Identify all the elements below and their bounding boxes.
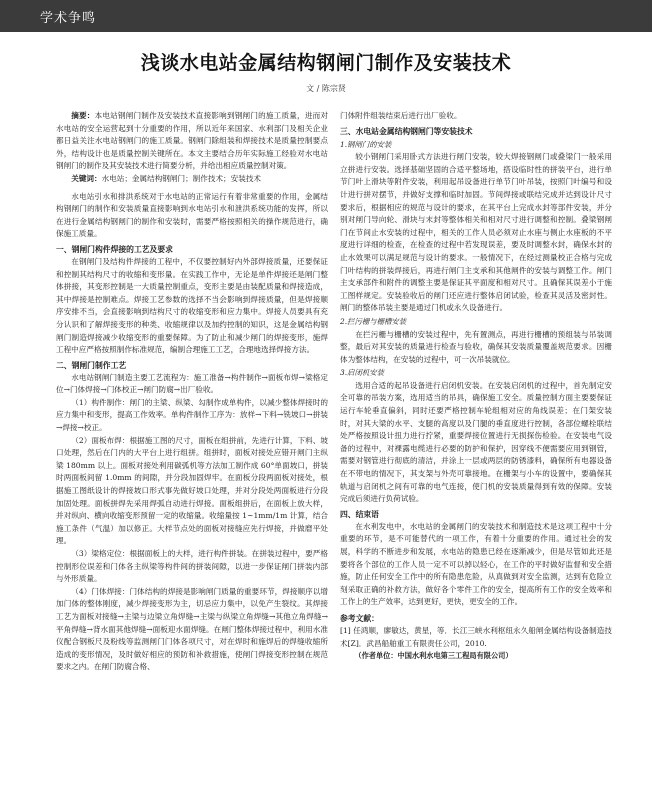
- section-3-2-heading: 2.拦污栅与栅槽安装: [340, 316, 407, 326]
- section-3-heading: 三、水电站金属结构钢闸门等安装技术: [340, 126, 473, 136]
- reference-item: [1] 任鸿顺，廖敏达，黄星，等．长江三峡水利枢纽永久船闸金属结构设备制造技术[Z]．武昌船舶重工有限责任公司，2010.: [340, 625, 612, 648]
- section-2-paragraph-2: （1）构件制作：闸门的主梁、纵梁、勾制作成单构件，以减少整体焊接时的应力集中和变形，提高工作效率。单构件制作工序为：放样→下料→铣坡口→拼装→焊接→校正。: [56, 397, 328, 433]
- section-2-paragraph-3: （2）面板布焊：根据施工图的尺寸，面板在组拼前，先进行计算，下料、坡口处理，然后在门内的大平台上进行组拼。组拼时，面板对接处应错开闸门主纵梁 180mm 以上。面板对接处利用碳弧机等方法加工制作成 60°单面坡口，拼装时两面板间留 1.0mm 的间隙，并分段加固焊牢。在面板分段两面板对接处，根据施工图纸设计的焊接坡口形式事先做好坡口处理，并对分段处两面板进行分段加固处理。面板拼焊先采用焊弧自动进行焊接。面板组拼后，在面板上放大样，并对纵向、横向收缩变形预留一定的收缩量。收缩量按 1~1mm/1m 计算，结合施工条件（气温）加以修正。大样节点处的面板对接缝应先行焊接，并做磨平处理。: [56, 435, 328, 546]
- article-author: 文 / 陈宗贤: [306, 84, 346, 93]
- section-3-1-heading: 1.钢闸门的安装: [340, 139, 392, 149]
- top-banner: [0, 0, 652, 32]
- abstract-label: 摘要：: [71, 111, 95, 120]
- section-4-heading: 四、结束语: [340, 509, 379, 519]
- abstract-text: 本电站钢闸门制作及安装技术直接影响到钢闸门的施工质量，进而对水电站的安全运营起到十分重要的作用，所以近年来国家、水利部门及相关企业都日益关注水电站钢闸门的施工质量。钢闸门除组装和焊接技术是质量控制要点外，结构设计也是质量控制关键所在。本文主要结合历年实际施工经验对水电站钢闸门的制作及其安装技术进行简要分析，并给出相应质量控制对策。: [56, 111, 329, 171]
- right-column: [340, 110, 612, 663]
- keywords-text: 水电站；金属结构钢闸门；制作技术；安装技术: [101, 173, 262, 183]
- section-4-paragraph: 在水利发电中，水电站的金属闸门的安装技术和制造技术是这项工程中十分重要的环节，是不可能替代的一项工作，有着十分重要的作用。通过社会的发展，科学的不断进步和发展，水电站的隐患已经在逐渐减少，但是尽管如此还是要将各个部位的工作人员一定不可以掉以轻心，在工作的平时做好监督和安全措施，防止任何安全工作中的所有隐患危险，从真做到对安全监测，达到有危险立刻采取正确的补救方法，做好各个零件工作的安全，提高所有工作的安全效率和工作上的生产效率，达到更好，更快，更安全的工作。: [340, 521, 612, 607]
- author-unit: （作者单位：中国水利水电第三工程局有限公司）: [354, 651, 513, 661]
- continued-text: 门体附件组装结束后进行出厂验收。: [340, 111, 462, 120]
- column-label: 学术争鸣: [40, 11, 97, 26]
- section-1-paragraph: 在钢闸门及结构件焊接的工程中，不仅要控制好内外部焊接质量，还要保证和控制其结构尺寸的收缩和变形量。在实践工作中，无论是单件焊接还是闸门整体拼接，其变形控制是一大质量控制重点，变形主要是由装配质量和焊接造成，其中焊接是控制难点。焊接工艺参数的选择不当会影响到焊接质量，但是焊接顺序安排不当，会直接影响到结构尺寸的收缩变形和应力集中。焊接人员要具有充分认识和了解焊接变形的种类、收缩规律以及加约控制的知识，这是金属结构钢闸门制造焊接减少收缩变形的重要保障。为了防止和减少闸门的焊接变形，施焊工程中应严格按照制作标准规范，编制合理施工工艺，合理地选择焊接方法。: [56, 256, 328, 355]
- keywords: [56, 173, 328, 186]
- section-2-paragraph-1: 水电站钢闸门制造主要工艺流程为：施工准备→构件制作→面板布焊→梁格定位→门体焊接→门体校正→闸门防腐→出厂验收。: [56, 372, 328, 395]
- section-2-heading: 二、钢闸门制作工艺: [56, 360, 127, 370]
- keywords-label: 关键词：: [71, 173, 102, 183]
- section-3-3-paragraph: 选用合适的起吊设备进行启闭机安装。在安装启闭机的过程中，首先制定安全可靠的吊装方案，选用适当的吊具，确保施工安全。质量控制方面主要要保证运行车轮垂直偏斜，同时还要严格控制车轮组相对应的角线误差；在门架安装时，对其大梁的水平、支腿的高度以及门腿的垂直度进行控制，各部位螺栓联结处严格按照设计扭力进行拧紧，重要焊接位置进行无损探伤检验。在安装电气设备的过程中，对裸露电缆进行必要的防护和保护，因穿线不便需要应用到钢管，需要对钢管进行彻底的清洁，并涂上一层或两层的防锈漆料，确保所有电器设备在不带电的情况下，其支架与外壳可靠接地。在栅架与小车的设置中，要确保其轨道与启闭机之间有可靠的电气连接，使门机的安装质量得到有效的保障。安装完成后须进行负荷试验。: [340, 380, 612, 504]
- section-3-3-heading: 3.启闭机安装: [340, 368, 385, 378]
- section-1-heading: 一、钢闸门构件焊接的工艺及要求: [56, 244, 173, 254]
- references-heading: 参考文献：: [340, 613, 379, 623]
- section-3-2-paragraph: 在拦污栅与栅槽的安装过程中，先有置测点，再进行栅槽的预组装与吊装调整，最后对其安装的质量进行检查与验收，确保其安装质量覆盖规范要求。因栅体为整体结构，在安装的过程中，可一次吊装就位。: [340, 329, 612, 364]
- left-column: [56, 110, 328, 674]
- section-2-paragraph-5: （4）门体焊接：门体结构的焊接是影响闸门质量的重要环节，焊接顺序以增加门体的整体刚度，减少焊接变形为主，切忌应力集中，以免产生裂纹。其焊接工艺为面板对接缝→主梁与边梁立角焊缝→主梁与纵梁立角焊缝→其他立角焊缝→平角焊缝→背水面其他焊缝→面板迎水面焊缝。在闸门整体焊接过程中，利用水准仪配合钢板尺及粉线等监测闸门门体各项尺寸，对在焊时和施焊后的焊缝收缩所造成的变形情况，及时做好相应的预防和补救措施，使闸门焊接变形控制在规范要求之内。在闸门防腐合格、: [56, 586, 328, 672]
- article-title: 浅谈水电站金属结构钢闸门制作及安装技术: [140, 52, 512, 74]
- section-2-paragraph-4: （3）梁格定位：根据面板上的大样，进行构件拼装。在拼装过程中，要严格控制形位误差和门体各主纵梁等构件间的拼装间隙，以进一步保证闸门拼装内部与外形质量。: [56, 549, 328, 584]
- intro-paragraph: 水电站引水和排洪系统对于水电站的正常运行有着非常重要的作用，金属结构钢闸门的制作和安装质量直接影响到水电站引水和泄洪系统功能的发挥，所以在进行金属结构钢闸门的制作和安装时，需要严格按照相关的操作规范进行，确保施工质量。: [56, 191, 328, 239]
- section-3-1-paragraph: 较小钢闸门采用卧式方法进行闸门安装，较大焊接钢闸门或叠梁门一般采用立拼进行安装。选择基础坚固的合适平整场地，搭设临时性的拼装平台，进行单节门叶上滑块等附件安装，利用起吊设备进行单节门叶吊装，按照门叶编号和设计进行拼对摆节，并做好支撑和临时加固。节间焊接或联结完成并达到设计尺寸要求后，根据相应的规范与设计的要求，在其平台上完成水封等部件安装，并分别对闸门导向轮、滑块与末封等整体相关和相对尺寸进行调整和控制。叠梁钢闸门在节间止水安装的过程中，相关的工作人员必须对止水座与侧止水座板的不平度进行详细的检查，在检查的过程中若发现误差，要及时调整水封，确保水封的止水效果可以满足规范与设计的要求。一般情况下，在经过测量校正合格与完成门叶结构的拼装焊接后，再进行闸门主支承和其他闸件的安装与调整工作。闸门主支承部件和附件的调整主要是保证其平面度和相对尺寸。且确保其误差小于施工图样规定。安装验收后的闸门还应进行整体启闭试验，检查其灵活及密封性。闸门的整体吊装主要是通过门机或永久设备进行。: [340, 152, 612, 313]
- abstract: [56, 110, 328, 173]
